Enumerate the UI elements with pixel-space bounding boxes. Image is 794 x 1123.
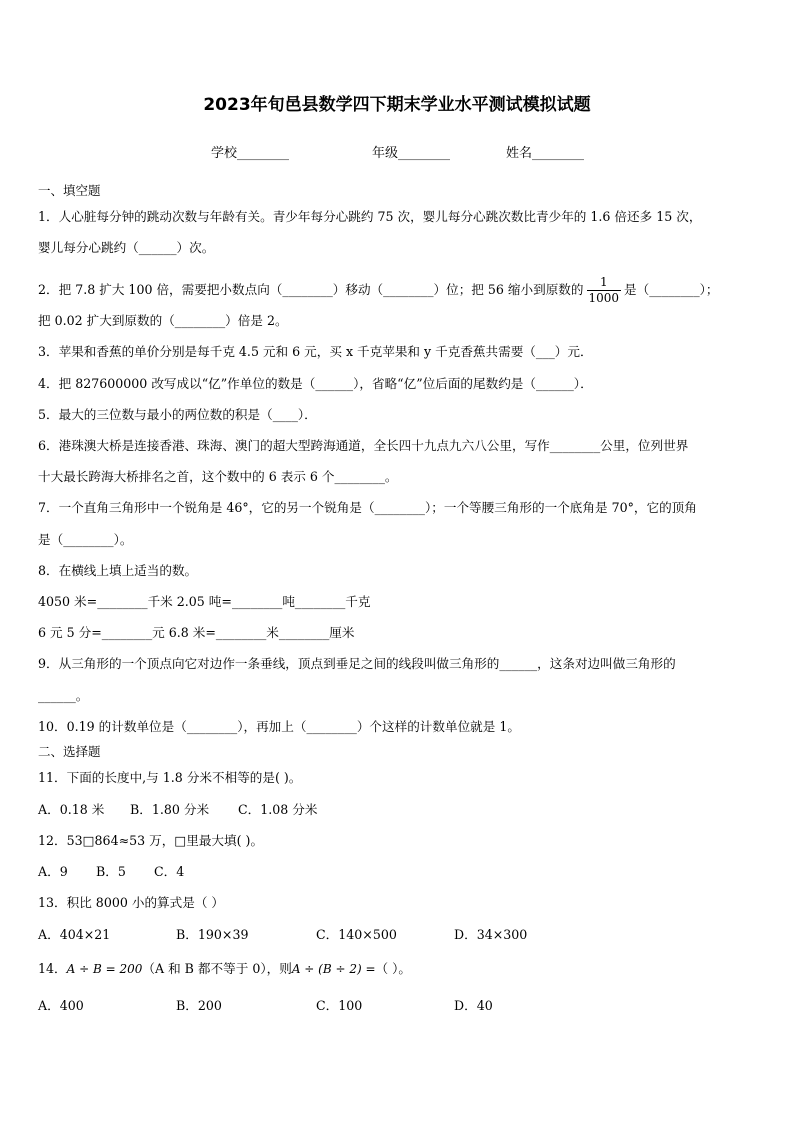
option-b: B．190×39: [176, 927, 249, 942]
question-7-line-2: 是（________）。: [38, 532, 133, 547]
section-fill-in-blank: 一、填空题: [38, 183, 101, 198]
section-multiple-choice: 二、选择题: [38, 744, 101, 759]
equation-1: A ÷ B = 200: [66, 962, 143, 976]
option-c: C．1.08 分米: [238, 802, 318, 817]
question-12-stem: 12．53□864≈53 万，□里最大填( )。: [38, 833, 264, 848]
grade-field: 年级________: [372, 146, 451, 161]
question-1-line-2: 婴儿每分心跳约（______）次。: [38, 240, 215, 255]
question-12-options: [38, 864, 758, 880]
question-2-text-a: 2．把 7.8 扩大 100 倍，需要把小数点向（________）移动（________）位；把 56 缩小到原数的: [38, 282, 584, 297]
option-b: B．200: [176, 998, 222, 1013]
question-8-line-2: 4050 米=________千米 2.05 吨=________吨________千克: [38, 594, 371, 609]
question-14-options: [38, 998, 758, 1014]
option-d: D．40: [454, 998, 493, 1013]
question-6-line-2: 十大最长跨海大桥排名之首，这个数中的 6 表示 6 个________。: [38, 469, 398, 484]
question-9-line-2: ______。: [38, 688, 89, 703]
question-13-options: [38, 927, 758, 943]
question-4: 4．把 827600000 改写成以“亿”作单位的数是（______），省略“亿”位后面的尾数约是（______）．: [38, 376, 593, 391]
fraction: [587, 275, 622, 306]
question-14-number: 14．: [38, 961, 67, 976]
option-c: C．100: [316, 998, 363, 1013]
option-a: A．400: [38, 998, 84, 1013]
question-2-text-b: 是（________）；: [624, 282, 719, 297]
option-d: D．34×300: [454, 927, 528, 942]
option-a: A．0.18 米: [38, 802, 105, 817]
school-field: 学校________: [211, 146, 290, 161]
question-14-blank: （ ）。: [375, 961, 412, 976]
question-3: 3．苹果和香蕉的单价分别是每千克 4.5 元和 6 元，买 x 千克苹果和 y 千克香蕉共需要（___）元．: [38, 344, 593, 359]
option-b: B．5: [96, 864, 126, 879]
question-8-line-3: 6 元 5 分=________元 6.8 米=________米________厘米: [38, 625, 355, 640]
question-14-condition: （A 和 B 都不等于 0），则: [142, 961, 292, 976]
question-5: 5．最大的三位数与最小的两位数的积是（____）．: [38, 407, 317, 422]
option-a: A．9: [38, 864, 68, 879]
question-11-options: [38, 802, 758, 818]
question-11-stem: 11．下面的长度中,与 1.8 分米不相等的是( )。: [38, 770, 302, 785]
name-field: 姓名________: [506, 146, 585, 161]
question-1-line-1: 1．人心脏每分钟的跳动次数与年龄有关。青少年每分心跳约 75 次，婴儿每分心跳次数比青少年的 1.6 倍还多 15 次，: [38, 209, 702, 224]
fraction-numerator: 1: [587, 275, 622, 291]
question-10: 10．0.19 的计数单位是（________），再加上（________）个这样的计数单位就是 1。: [38, 719, 520, 734]
question-9-line-1: 9．从三角形的一个顶点向它对边作一条垂线，顶点到垂足之间的线段叫做三角形的______，这条对边叫做三角形的: [38, 656, 676, 671]
option-c: C．140×500: [316, 927, 397, 942]
fraction-denominator: 1000: [588, 291, 620, 305]
question-2-line-1: [38, 275, 758, 306]
option-a: A．404×21: [38, 927, 111, 942]
option-b: B．1.80 分米: [130, 802, 210, 817]
question-7-line-1: 7．一个直角三角形中一个锐角是 46°，它的另一个锐角是（________）；一个等腰三角形的一个底角是 70°，它的顶角: [38, 500, 697, 515]
question-13-stem: 13．积比 8000 小的算式是（ ）: [38, 895, 225, 910]
question-8-line-1: 8．在横线上填上适当的数。: [38, 563, 198, 578]
equation-2: A ÷ (B ÷ 2) =: [291, 962, 376, 976]
question-14-stem: [38, 961, 758, 977]
question-2-line-2: 把 0.02 扩大到原数的（________）倍是 2。: [38, 313, 288, 328]
question-6-line-1: 6．港珠澳大桥是连接香港、珠海、澳门的超大型跨海通道，全长四十九点九六八公里，写作________公里，位列世界: [38, 438, 689, 453]
option-c: C．4: [154, 864, 185, 879]
page-title: 2023年旬邑县数学四下期末学业水平测试模拟试题: [203, 95, 591, 115]
